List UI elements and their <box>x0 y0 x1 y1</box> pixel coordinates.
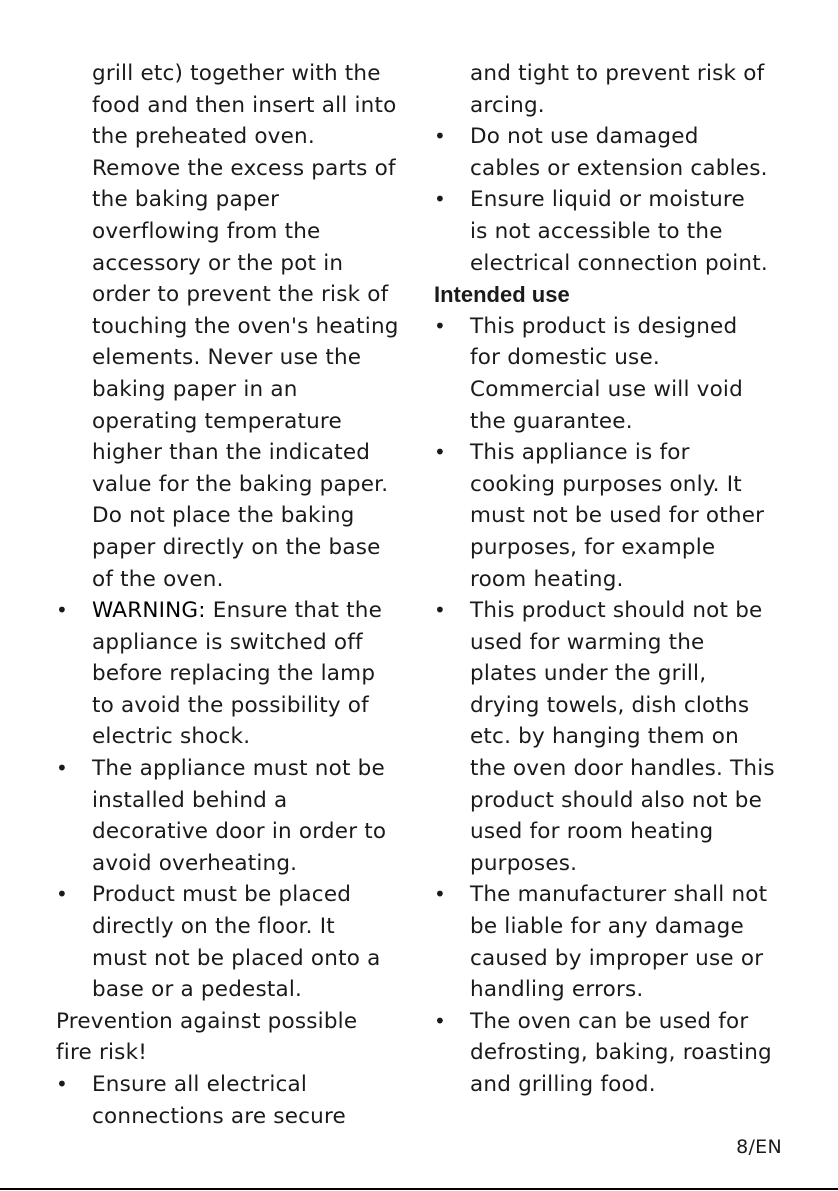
left-column <box>56 58 416 1132</box>
text-line: higher than the indicated <box>92 440 371 466</box>
right-column <box>434 58 794 1101</box>
bullet-item: • This product is designed <box>434 311 794 343</box>
text-line: is not accessible to the <box>470 218 723 244</box>
text-line: to avoid the possibility of <box>92 692 369 718</box>
text-line: decorative door in order to <box>92 819 387 845</box>
text-line: handling errors. <box>470 977 644 1003</box>
text-line: the baking paper <box>92 187 280 213</box>
bullet-item: • The oven can be used for <box>434 1006 794 1038</box>
text-line: the preheated oven. <box>92 124 315 150</box>
bullet-item: • This appliance is for <box>434 437 794 469</box>
bullet-item: • Ensure liquid or moisture <box>434 184 794 216</box>
text-line: caused by improper use or <box>470 945 764 971</box>
text-line: the guarantee. <box>470 408 633 434</box>
text-line: Remove the excess parts of <box>92 155 396 181</box>
text-line: connections are secure <box>92 1103 346 1129</box>
text-line: of the oven. <box>92 566 224 592</box>
text-line: must not be used for other <box>470 503 765 529</box>
text-line: cooking purposes only. It <box>470 471 742 497</box>
bullet-item: • Product must be placed <box>56 879 416 911</box>
text-line: avoid overheating. <box>92 850 298 876</box>
section-subheading: Prevention against possible <box>56 1008 358 1034</box>
text-line: accessory or the pot in <box>92 250 344 276</box>
bullet-item: • Ensure all electrical <box>56 1069 416 1101</box>
text-line: appliance is switched off <box>92 629 363 655</box>
text-line: operating temperature <box>92 408 342 434</box>
text-line: touching the oven's heating <box>92 313 399 339</box>
text-line: for domestic use. <box>470 345 660 371</box>
text-line: used for warming the <box>470 629 705 655</box>
text-line: elements. Never use the <box>92 345 362 371</box>
text-line: purposes, for example <box>470 534 716 560</box>
text-line: food and then insert all into <box>92 92 397 118</box>
text-line: and grilling food. <box>470 1072 656 1097</box>
text-line: cables or extension cables. <box>470 155 768 181</box>
text-line: before replacing the lamp <box>92 661 376 687</box>
text-line: the oven door handles. This <box>470 756 775 782</box>
text-line: purposes. <box>470 850 578 876</box>
section-heading: Intended use <box>434 282 570 308</box>
text-line: arcing. <box>470 92 545 118</box>
text-line: grill etc) together with the <box>92 61 381 86</box>
text-line: value for the baking paper. <box>92 471 389 497</box>
warning-label: WARNING: <box>92 598 206 624</box>
text-line: electric shock. <box>92 724 251 750</box>
text-line: Ensure that the <box>205 598 383 624</box>
text-line: Do not place the baking <box>92 503 355 529</box>
text-line: Commercial use will void <box>470 376 743 402</box>
text-line: drying towels, dish cloths <box>470 692 750 718</box>
page-number: 8/EN <box>736 1136 782 1158</box>
text-line: and tight to prevent risk of <box>470 61 765 86</box>
warning-bullet <box>56 595 416 627</box>
bullet-item: • This product should not be <box>434 595 794 627</box>
bullet-item: • The appliance must not be <box>56 753 416 785</box>
text-line: paper directly on the base <box>92 534 381 560</box>
text-line: used for room heating <box>470 819 714 845</box>
text-line: electrical connection point. <box>470 250 768 276</box>
text-line: etc. by hanging them on <box>470 724 739 750</box>
text-line: must not be placed onto a <box>92 945 381 971</box>
text-line: baking paper in an <box>92 376 298 402</box>
text-line: be liable for any damage <box>470 914 744 940</box>
bullet-item: • Do not use damaged <box>434 121 794 153</box>
section-subheading: fire risk! <box>56 1040 148 1066</box>
text-line: overflowing from the <box>92 218 321 244</box>
text-line: plates under the grill, <box>470 661 707 687</box>
footer-divider <box>0 1188 838 1190</box>
text-line: room heating. <box>470 566 624 592</box>
bullet-item: • The manufacturer shall not <box>434 879 794 911</box>
text-line: base or a pedestal. <box>92 977 303 1003</box>
text-line: installed behind a <box>92 787 288 813</box>
text-line: order to prevent the risk of <box>92 282 389 308</box>
text-line: defrosting, baking, roasting <box>470 1040 772 1066</box>
text-line: directly on the floor. It <box>92 914 335 940</box>
text-line: product should also not be <box>470 787 763 813</box>
